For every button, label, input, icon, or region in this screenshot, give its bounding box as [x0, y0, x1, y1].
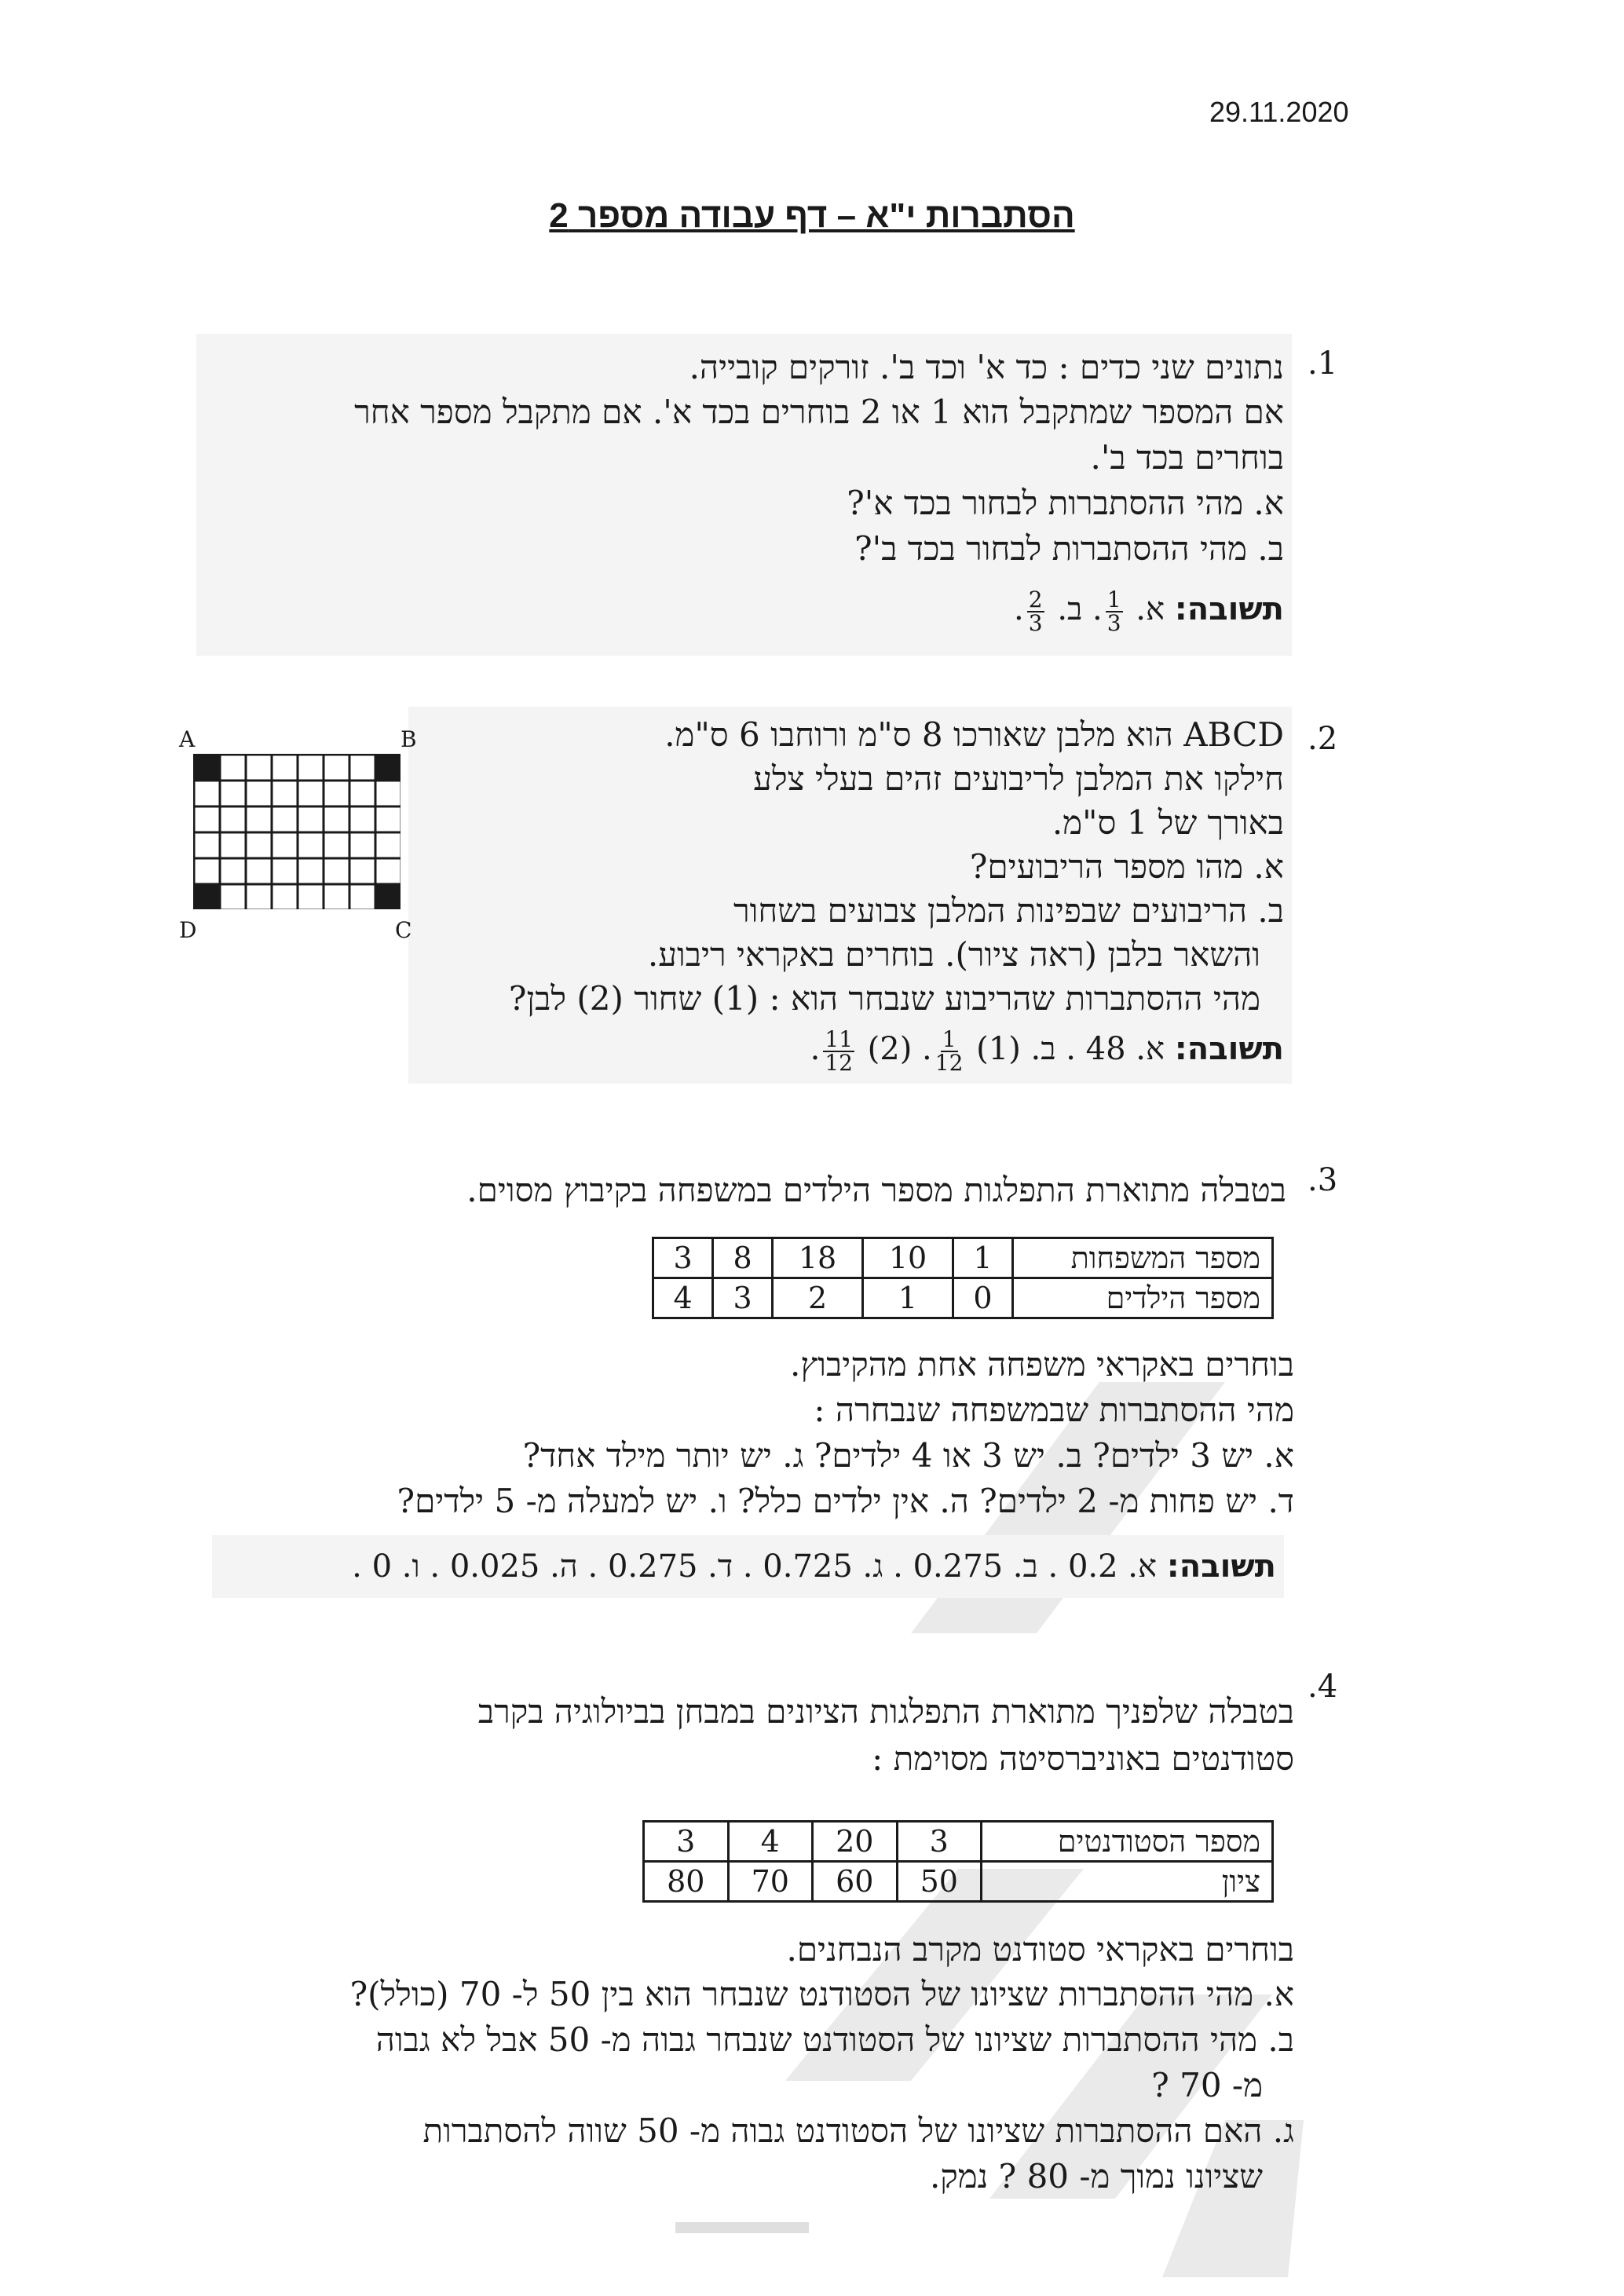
- table-cell: 1: [953, 1238, 1012, 1278]
- white-square: [220, 755, 246, 781]
- white-square: [298, 806, 324, 832]
- q1-line: בוחרים בכד ב'.: [1090, 438, 1284, 477]
- white-square: [375, 858, 401, 884]
- answer-a: א.: [1136, 591, 1165, 627]
- corner-a-label: A: [179, 726, 196, 752]
- q1-line: א. מהי ההסתברות לבחור בכד א'?: [847, 484, 1284, 522]
- answer-b: ב. (1): [976, 1031, 1056, 1067]
- corner-d-label: D: [179, 917, 197, 943]
- white-square: [324, 884, 349, 909]
- table-cell: 3: [897, 1822, 982, 1862]
- q1-answer: תשובה: א. $\frac{1}{3}$ . ב. $\frac{2}{3}$ .: [1014, 587, 1284, 636]
- q2-block: [408, 707, 1292, 1084]
- q4-table: [642, 1820, 1274, 1903]
- white-square: [220, 832, 246, 858]
- answer-label: תשובה:: [1174, 591, 1284, 627]
- q4-intro: סטודנטים באוניברסיטה מסוימת :: [872, 1739, 1294, 1778]
- white-square: [246, 806, 272, 832]
- white-square: [272, 884, 298, 909]
- white-square: [349, 884, 375, 909]
- fraction: $\frac{11}{12}$: [825, 1026, 853, 1076]
- answer-b: ב.: [1057, 591, 1083, 627]
- white-square: [246, 884, 272, 909]
- q4-line: שציונו נמוך מ- 80 ? נמק.: [929, 2157, 1263, 2195]
- white-square: [324, 755, 349, 781]
- answer-b2: (2): [867, 1031, 913, 1067]
- white-square: [349, 858, 375, 884]
- rectangle-grid: [193, 754, 401, 909]
- white-square: [272, 858, 298, 884]
- table-header: ציון: [982, 1862, 1273, 1902]
- white-square: [220, 858, 246, 884]
- white-square: [272, 832, 298, 858]
- black-corner-square: [375, 755, 401, 781]
- table-cell: 2: [773, 1278, 863, 1318]
- q2-line: והשאר בלבן (ראה ציור). בוחרים באקראי ריבוע.: [647, 935, 1260, 974]
- white-square: [272, 781, 298, 806]
- white-square: [246, 832, 272, 858]
- q3-line: ד. יש פחות מ- 2 ילדים? ה. אין ילדים כלל? ו. יש למעלה מ- 5 ילדים?: [397, 1482, 1294, 1520]
- table-cell: 0: [953, 1278, 1012, 1318]
- table-cell: 50: [897, 1862, 982, 1902]
- date: 29.11.2020: [1209, 96, 1349, 128]
- white-square: [349, 806, 375, 832]
- white-square: [349, 781, 375, 806]
- white-square: [298, 781, 324, 806]
- q3-number: .3: [1308, 1162, 1338, 1198]
- white-square: [324, 832, 349, 858]
- table-cell: 3: [713, 1278, 773, 1318]
- q1-block: [196, 334, 1292, 656]
- table-cell: 8: [713, 1238, 773, 1278]
- answer-a: א. 48 .: [1066, 1031, 1165, 1067]
- page-title: הסתברות י"א – דף עבודה מספר 2: [549, 196, 1075, 235]
- q1-line: נתונים שני כדים : כד א' וכד ב'. זורקים קובייה.: [689, 348, 1284, 386]
- corner-b-label: B: [401, 726, 417, 752]
- white-square: [375, 806, 401, 832]
- table-cell: 80: [644, 1862, 729, 1902]
- black-corner-square: [194, 884, 220, 909]
- q3-table: [652, 1237, 1274, 1319]
- table-cell: 70: [728, 1862, 813, 1902]
- white-square: [194, 806, 220, 832]
- white-square: [246, 755, 272, 781]
- q2-line: מהי ההסתברות שהריבוע שנבחר הוא : (1) שחור (2) לבן?: [508, 979, 1260, 1018]
- black-corner-square: [194, 755, 220, 781]
- white-square: [194, 858, 220, 884]
- q3-intro: בטבלה מתוארת התפלגות מספר הילדים במשפחה בקיבוץ מסוים.: [466, 1171, 1286, 1209]
- white-square: [324, 781, 349, 806]
- white-square: [246, 858, 272, 884]
- q1-line: אם המספר שמתקבל הוא 1 או 2 בוחרים בכד א'. אם מתקבל מספר אחר: [354, 393, 1284, 431]
- table-cell: 20: [813, 1822, 898, 1862]
- corner-c-label: C: [395, 917, 412, 943]
- black-corner-square: [375, 884, 401, 909]
- white-square: [194, 781, 220, 806]
- table-header: מספר הילדים: [1013, 1278, 1273, 1318]
- white-square: [375, 832, 401, 858]
- q2-number: .2: [1308, 721, 1338, 757]
- answer-text: א. 0.2 . ב. 0.275 . ג. 0.725 . ד. 0.275 . ה. 0.025 . ו. 0 .: [352, 1548, 1158, 1585]
- q3-answer: [212, 1535, 1284, 1598]
- white-square: [194, 832, 220, 858]
- q4-line: מ- 70 ?: [1151, 2066, 1263, 2104]
- table-cell: 18: [773, 1238, 863, 1278]
- white-square: [298, 858, 324, 884]
- answer-label: תשובה:: [1174, 1031, 1284, 1067]
- fraction: $\frac{1}{12}$: [935, 1026, 964, 1076]
- q2-line: א. מהו מספר הריבועים?: [969, 847, 1284, 886]
- table-cell: 10: [863, 1238, 953, 1278]
- fraction: $\frac{1}{3}$: [1106, 587, 1121, 636]
- table-cell: 60: [813, 1862, 898, 1902]
- q2-line: באורך של 1 ס"מ.: [1052, 803, 1284, 842]
- white-square: [298, 884, 324, 909]
- table-cell: 3: [644, 1822, 729, 1862]
- white-square: [349, 832, 375, 858]
- grid-squares: [194, 755, 401, 909]
- table-cell: 4: [728, 1822, 813, 1862]
- table-header: מספר המשפחות: [1013, 1238, 1273, 1278]
- q4-line: בוחרים באקראי סטודנט מקרב הנבחנים.: [786, 1930, 1294, 1969]
- answer-label: תשובה:: [1166, 1548, 1276, 1585]
- table-cell: 3: [653, 1238, 713, 1278]
- q4-line: א. מהי ההסתברות שציונו של הסטודנט שנבחר הוא בין 50 ל- 70 (כולל)?: [349, 1975, 1294, 2013]
- table-header: מספר הסטודנטים: [982, 1822, 1273, 1862]
- fraction: $\frac{2}{3}$: [1028, 587, 1043, 636]
- white-square: [220, 806, 246, 832]
- q3-line: בוחרים באקראי משפחה אחת מהקיבוץ.: [790, 1345, 1294, 1384]
- q2-line: ABCD הוא מלבן שאורכו 8 ס"מ ורוחבו 6 ס"מ.: [664, 715, 1284, 754]
- q4-number: .4: [1308, 1669, 1338, 1705]
- white-square: [298, 755, 324, 781]
- white-square: [298, 832, 324, 858]
- q2-line: חילקו את המלבן לריבועים זהים בעלי צלע: [753, 759, 1284, 798]
- q4-intro: בטבלה שלפניך מתוארת התפלגות הציונים במבחן בביולוגיה בקרב: [477, 1692, 1294, 1731]
- white-square: [324, 858, 349, 884]
- white-square: [324, 806, 349, 832]
- q2-answer: תשובה: א. 48 . ב. (1) $\frac{1}{12}$ . (2) $\frac{11}{12}$ .: [810, 1026, 1284, 1076]
- q1-line: ב. מהי ההסתברות לבחור בכד ב'?: [854, 529, 1284, 568]
- table-cell: 1: [863, 1278, 953, 1318]
- q3-line: א. יש 3 ילדים? ב. יש 3 או 4 ילדים? ג. יש יותר מילד אחד?: [522, 1436, 1294, 1475]
- q4-line: ג. האם ההסתברות שציונו של הסטודנט גבוה מ- 50 שווה להסתברות: [422, 2111, 1294, 2150]
- white-square: [272, 755, 298, 781]
- white-square: [375, 781, 401, 806]
- q3-line: מהי ההסתברות שבמשפחה שנבחרה :: [814, 1391, 1294, 1429]
- table-cell: 4: [653, 1278, 713, 1318]
- q2-line: ב. הריבועים שבפינות המלבן צבועים בשחור: [733, 891, 1284, 930]
- white-square: [220, 781, 246, 806]
- white-square: [246, 781, 272, 806]
- white-square: [220, 884, 246, 909]
- q4-line: ב. מהי ההסתברות שציונו של הסטודנט שנבחר גבוה מ- 50 אבל לא גבוה: [375, 2020, 1294, 2059]
- white-square: [349, 755, 375, 781]
- q1-number: .1: [1308, 345, 1338, 382]
- white-square: [272, 806, 298, 832]
